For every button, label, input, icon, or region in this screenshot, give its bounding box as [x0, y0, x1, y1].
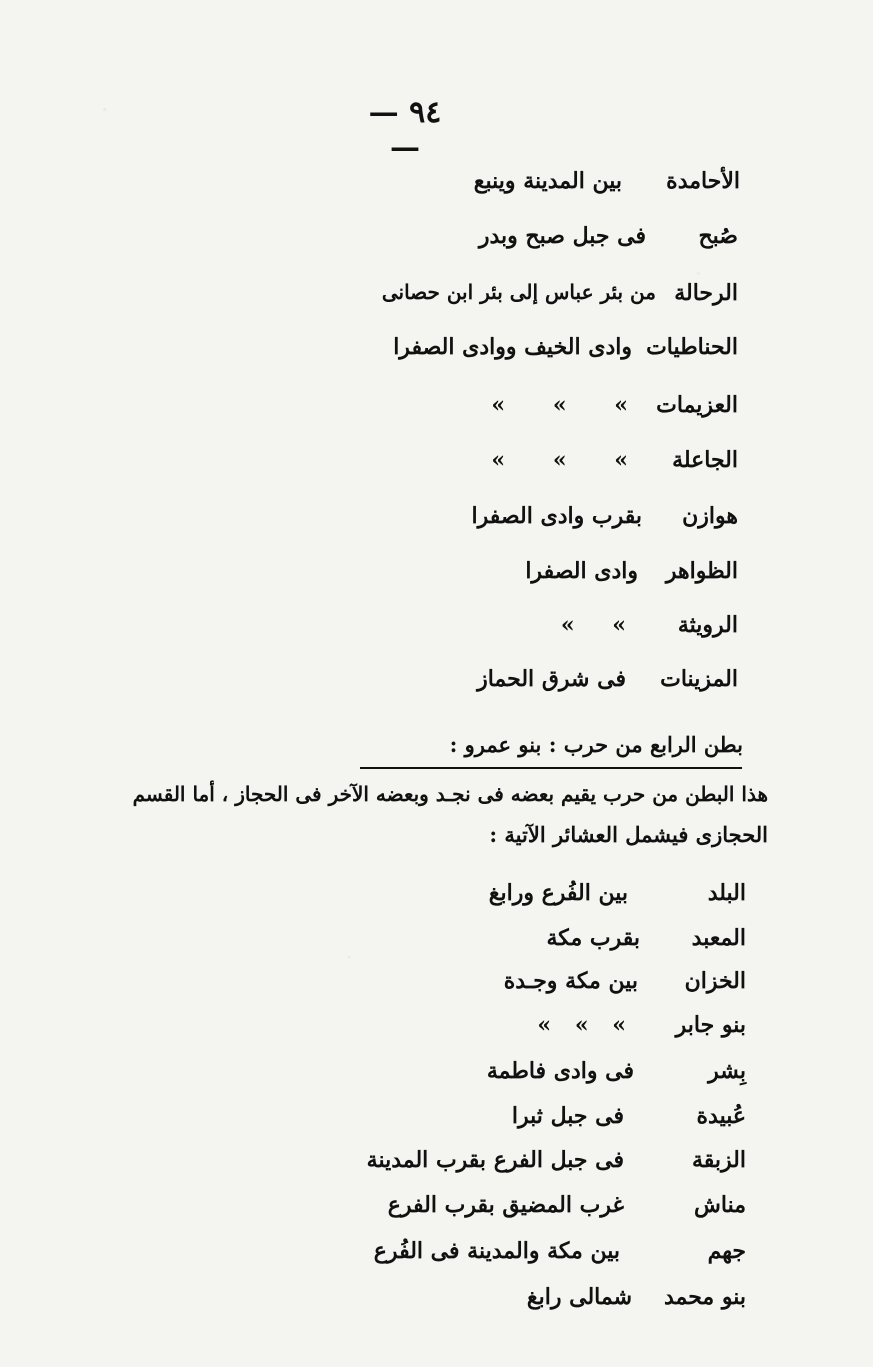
list-item — [360, 1147, 746, 1179]
clan-location: وادى الصفرا — [525, 558, 638, 584]
page-number: — ٩٤ — — [368, 95, 442, 165]
list-item — [440, 223, 738, 255]
list-item — [370, 1192, 746, 1224]
list-item — [500, 1012, 746, 1044]
paragraph-line: هذا البطن من حرب يقيم بعضه فى نجـد وبعضه الآخر فى الحجاز ، أما القسم — [132, 782, 768, 806]
clan-name: الرحالة — [674, 280, 738, 306]
clan-name: بنو جابر — [675, 1012, 746, 1038]
clan-name: البلد — [707, 880, 746, 906]
list-item — [430, 503, 738, 535]
list-item — [500, 1284, 746, 1316]
clan-location: » » » — [491, 392, 628, 418]
clan-name: المعبد — [691, 925, 746, 951]
clan-name: الأحامدة — [666, 168, 740, 194]
clan-location: وادى الخيف ووادى الصفرا — [393, 334, 632, 360]
clan-name: الجاعلة — [672, 447, 738, 473]
clan-name: الحناطيات — [646, 334, 738, 360]
list-item — [510, 612, 738, 644]
list-item — [380, 447, 738, 479]
clan-location: فى جبل الفرع بقرب المدينة — [366, 1147, 624, 1173]
list-item — [380, 392, 738, 424]
clan-name: عُبيدة — [696, 1103, 746, 1129]
clan-location: فى جبل صبح وبدر — [478, 223, 646, 249]
list-item — [460, 666, 738, 698]
clan-name: بنو محمد — [663, 1284, 746, 1310]
clan-name: مناش — [694, 1192, 746, 1218]
list-item — [360, 334, 738, 366]
clan-name: بِشر — [708, 1058, 746, 1084]
heading-underline — [360, 767, 742, 769]
list-item — [440, 168, 740, 200]
clan-name: الزبقة — [691, 1147, 746, 1173]
clan-name: العزيمات — [656, 392, 738, 418]
clan-location: غرب المضيق بقرب الفرع — [387, 1192, 624, 1218]
clan-location: فى جبل ثبرا — [511, 1103, 624, 1129]
clan-location: شمالى رابغ — [526, 1284, 632, 1310]
list-item — [440, 880, 746, 912]
clan-location: » » — [560, 612, 626, 638]
list-item — [450, 968, 746, 1000]
clan-location: فى وادى فاطمة — [486, 1058, 634, 1084]
clan-location: بين مكة والمدينة فى الفُرع — [373, 1238, 620, 1264]
clan-location: فى شرق الحماز — [477, 666, 626, 692]
clan-name: الخزان — [684, 968, 746, 994]
clan-name: صُبح — [698, 223, 738, 249]
paragraph-line: الحجازى فيشمل العشائر الآتية : — [489, 822, 768, 847]
clan-location: بين مكة وجـدة — [503, 968, 638, 994]
clan-name: جهم — [707, 1238, 746, 1264]
list-item — [460, 925, 746, 957]
clan-name: هوازن — [682, 503, 738, 529]
clan-location: من بئر عباس إلى بئر ابن حصانى — [381, 280, 656, 304]
clan-location: » » » — [537, 1012, 626, 1038]
clan-name: الرويثة — [677, 612, 738, 638]
clan-name: المزينات — [660, 666, 738, 692]
clan-location: بين الفُرع ورابغ — [488, 880, 628, 906]
list-item — [350, 280, 738, 312]
clan-location: بقرب وادى الصفرا — [471, 503, 642, 529]
clan-location: بقرب مكة — [546, 925, 640, 951]
list-item — [490, 1103, 746, 1135]
clan-location: بين المدينة وينبع — [473, 168, 622, 194]
list-item — [460, 1058, 746, 1090]
clan-name: الظواهر — [665, 558, 738, 584]
clan-location: » » » — [491, 447, 628, 473]
list-item — [370, 1238, 746, 1270]
section-heading: بطن الرابع من حرب : بنو عمرو : — [449, 732, 743, 757]
list-item — [460, 558, 738, 590]
